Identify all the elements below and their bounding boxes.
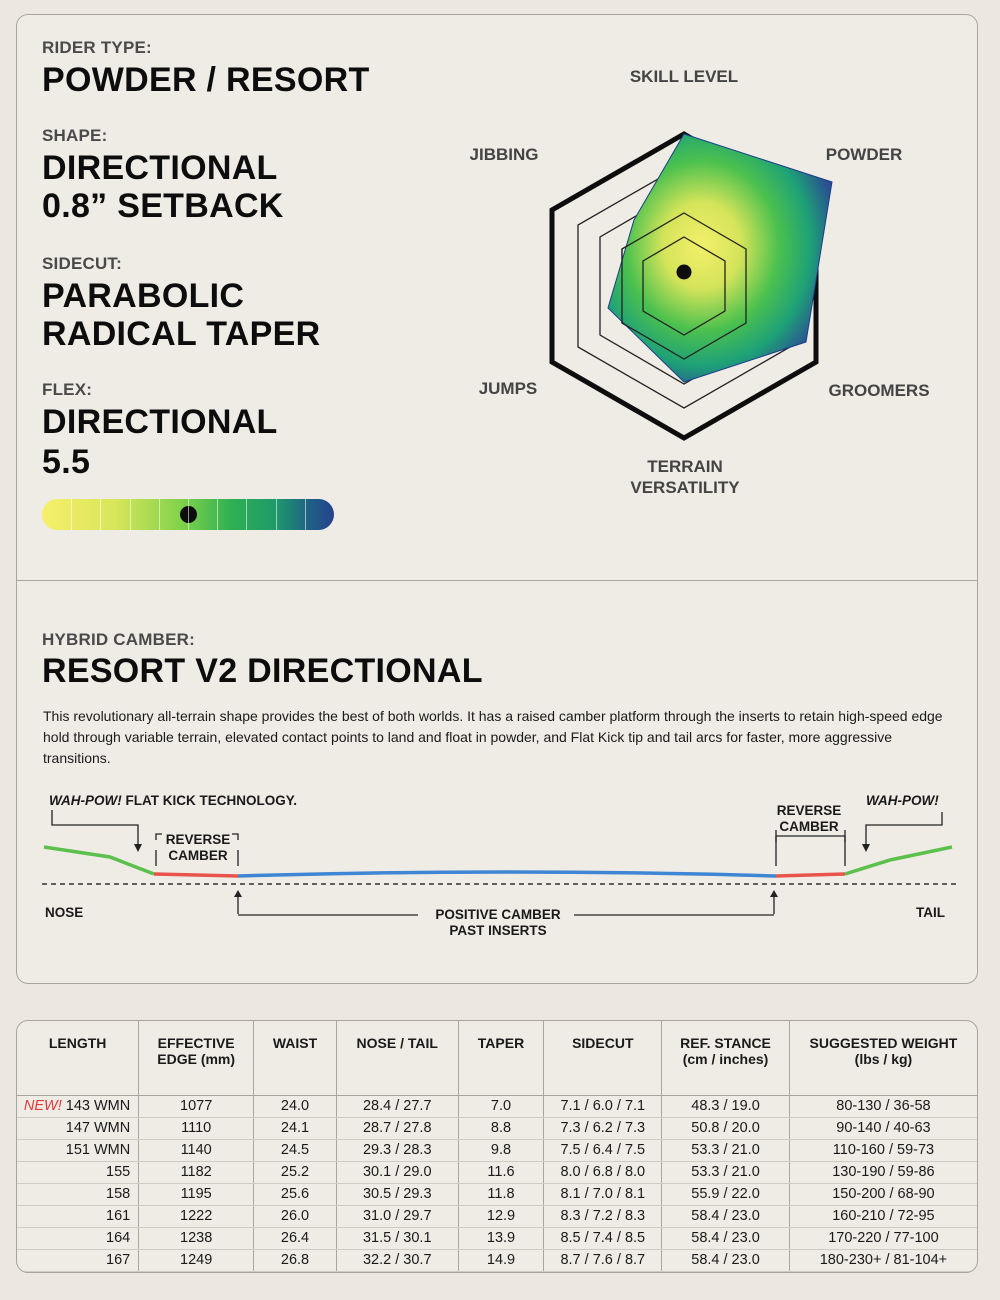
cell-length	[17, 1249, 139, 1271]
positive-camber-line1: POSITIVE CAMBER	[435, 907, 561, 922]
cell-sidecut: 7.1 / 6.0 / 7.1	[544, 1095, 662, 1117]
length-value: 161	[106, 1208, 131, 1224]
cell-edge: 1249	[139, 1249, 254, 1271]
radar-axis-powder: POWDER	[825, 145, 903, 164]
table-header-cell	[458, 1021, 544, 1095]
cell-stance: 58.4 / 23.0	[662, 1227, 790, 1249]
cell-stance: 58.4 / 23.0	[662, 1249, 790, 1271]
reverse-camber-left-line1: REVERSE	[165, 832, 231, 847]
new-badge: NEW!	[23, 1098, 62, 1114]
nose-kick-segment	[44, 847, 154, 874]
shape-value-line1: DIRECTIONAL	[42, 149, 278, 187]
sidecut-label: SIDECUT:	[42, 254, 122, 273]
table-row	[17, 1095, 977, 1117]
cell-nose-tail: 30.1 / 29.0	[336, 1161, 458, 1183]
flat-kick-callout	[49, 793, 297, 809]
camber-description: This revolutionary all-terrain shape provides the best of both worlds. It has a raised camber platform through the inserts to retain high-speed edge hold through variable terrain, elevated contact points to land and float in powder, and Flat Kick tip and tail arcs for faster, more aggressive transitions.	[43, 708, 943, 766]
header-line1: SUGGESTED WEIGHT	[809, 1035, 958, 1051]
cell-stance: 53.3 / 21.0	[662, 1161, 790, 1183]
cell-sidecut: 8.1 / 7.0 / 8.1	[544, 1183, 662, 1205]
table-header-cell	[544, 1021, 662, 1095]
cell-sidecut: 8.3 / 7.2 / 8.3	[544, 1205, 662, 1227]
cell-edge: 1182	[139, 1161, 254, 1183]
reverse-camber-right-line2: CAMBER	[779, 819, 839, 834]
cell-nose-tail: 30.5 / 29.3	[336, 1183, 458, 1205]
cell-waist: 26.4	[254, 1227, 337, 1249]
cell-length	[17, 1205, 139, 1227]
flex-label: FLEX:	[42, 380, 93, 399]
cell-nose-tail: 29.3 / 28.3	[336, 1139, 458, 1161]
header-line1: REF. STANCE	[680, 1035, 771, 1051]
cell-stance: 58.4 / 23.0	[662, 1205, 790, 1227]
cell-length	[17, 1117, 139, 1139]
tail-kick-segment	[845, 847, 952, 874]
cell-taper: 11.6	[458, 1161, 544, 1183]
cell-taper: 14.9	[458, 1249, 544, 1271]
cell-length	[17, 1161, 139, 1183]
cell-edge: 1077	[139, 1095, 254, 1117]
cell-weight: 130-190 / 59-86	[789, 1161, 977, 1183]
nose-label: NOSE	[45, 905, 84, 920]
cell-weight: 170-220 / 77-100	[789, 1227, 977, 1249]
flex-scale-bar	[42, 499, 334, 530]
cell-length	[17, 1095, 139, 1117]
table-header-row	[17, 1021, 977, 1095]
camber-label: HYBRID CAMBER:	[42, 630, 195, 649]
cell-weight: 180-230+ / 81-104+	[789, 1249, 977, 1271]
table-row	[17, 1139, 977, 1161]
rider-type-label: RIDER TYPE:	[42, 38, 152, 57]
cell-sidecut: 7.3 / 6.2 / 7.3	[544, 1117, 662, 1139]
size-spec-table-container	[16, 1020, 978, 1273]
flex-scale-tick	[276, 499, 277, 530]
table-header-cell	[139, 1021, 254, 1095]
flex-scale-tick	[217, 499, 218, 530]
cell-waist: 25.6	[254, 1183, 337, 1205]
length-value: 155	[106, 1164, 131, 1180]
header-line1: EFFECTIVE	[157, 1035, 235, 1051]
table-row	[17, 1161, 977, 1183]
radar-axis-jibbing: JIBBING	[469, 145, 539, 164]
header-line2: (lbs / kg)	[854, 1051, 913, 1067]
length-value: 147 WMN	[65, 1120, 131, 1136]
wahpow-right-text: WAH-POW!	[866, 793, 939, 808]
cell-waist: 24.5	[254, 1139, 337, 1161]
cell-taper: 11.8	[458, 1183, 544, 1205]
cell-edge: 1238	[139, 1227, 254, 1249]
cell-taper: 12.9	[458, 1205, 544, 1227]
cell-waist: 26.8	[254, 1249, 337, 1271]
radar-axis-skill-level: SKILL LEVEL	[629, 67, 739, 86]
cell-weight: 150-200 / 68-90	[789, 1183, 977, 1205]
radar-center-dot	[677, 265, 692, 280]
table-header-cell	[662, 1021, 790, 1095]
table-header-cell	[254, 1021, 337, 1095]
cell-taper: 13.9	[458, 1227, 544, 1249]
table-body	[17, 1095, 977, 1271]
cell-nose-tail: 31.0 / 29.7	[336, 1205, 458, 1227]
riding-radar-chart	[520, 120, 850, 450]
cell-weight: 80-130 / 36-58	[789, 1095, 977, 1117]
cell-stance: 48.3 / 19.0	[662, 1095, 790, 1117]
cell-taper: 7.0	[458, 1095, 544, 1117]
section-divider	[16, 580, 978, 581]
wahpow-left-bracket	[52, 810, 138, 848]
cell-length	[17, 1227, 139, 1249]
cell-sidecut: 8.5 / 7.4 / 8.5	[544, 1227, 662, 1249]
shape-value-line2: 0.8” SETBACK	[42, 187, 284, 225]
positive-camber-line2: PAST INSERTS	[449, 923, 547, 938]
header-line1: WAIST	[272, 1035, 318, 1051]
cell-edge: 1140	[139, 1139, 254, 1161]
header-line1: TAPER	[477, 1035, 525, 1051]
cell-edge: 1110	[139, 1117, 254, 1139]
wahpow-right-bracket	[866, 812, 942, 848]
cell-stance: 50.8 / 20.0	[662, 1117, 790, 1139]
cell-waist: 26.0	[254, 1205, 337, 1227]
cell-nose-tail: 31.5 / 30.1	[336, 1227, 458, 1249]
cell-edge: 1222	[139, 1205, 254, 1227]
cell-waist: 24.1	[254, 1117, 337, 1139]
table-row	[17, 1205, 977, 1227]
cell-sidecut: 7.5 / 6.4 / 7.5	[544, 1139, 662, 1161]
table-row	[17, 1183, 977, 1205]
cell-nose-tail: 28.7 / 27.8	[336, 1117, 458, 1139]
rider-type-value: POWDER / RESORT	[42, 61, 370, 99]
cell-stance: 55.9 / 22.0	[662, 1183, 790, 1205]
length-value: 143 WMN	[65, 1098, 131, 1114]
cell-weight: 90-140 / 40-63	[789, 1117, 977, 1139]
radar-axis-terrain-line1: TERRAIN	[647, 457, 723, 476]
reverse-camber-right-line1: REVERSE	[776, 803, 842, 818]
cell-waist: 24.0	[254, 1095, 337, 1117]
flat-kick-label: FLAT KICK TECHNOLOGY.	[121, 793, 297, 808]
flex-value-line1: DIRECTIONAL	[42, 403, 278, 441]
shape-label: SHAPE:	[42, 126, 108, 145]
header-line2: (cm / inches)	[682, 1051, 769, 1067]
cell-nose-tail: 32.2 / 30.7	[336, 1249, 458, 1271]
header-line1: NOSE / TAIL	[356, 1035, 438, 1051]
cell-weight: 110-160 / 59-73	[789, 1139, 977, 1161]
flex-scale-tick	[130, 499, 131, 530]
header-line2: EDGE (mm)	[157, 1051, 236, 1067]
flex-scale-tick	[71, 499, 72, 530]
radar-axis-terrain-line2: VERSATILITY	[630, 478, 740, 497]
cell-stance: 53.3 / 21.0	[662, 1139, 790, 1161]
radar-axis-groomers: GROOMERS	[828, 381, 930, 400]
cell-edge: 1195	[139, 1183, 254, 1205]
flex-scale-tick	[246, 499, 247, 530]
cell-nose-tail: 28.4 / 27.7	[336, 1095, 458, 1117]
table-header-cell	[17, 1021, 139, 1095]
sidecut-value-line1: PARABOLIC	[42, 277, 245, 315]
reverse-camber-left-line2: CAMBER	[168, 848, 228, 863]
sidecut-value-line2: RADICAL TAPER	[42, 315, 321, 353]
table-row	[17, 1249, 977, 1271]
table-header-cell	[789, 1021, 977, 1095]
flex-scale-tick	[159, 499, 160, 530]
wahpow-left-label: WAH-POW!	[49, 793, 122, 808]
tail-label: TAIL	[916, 905, 945, 920]
cell-sidecut: 8.7 / 7.6 / 8.7	[544, 1249, 662, 1271]
positive-camber-segment	[238, 872, 776, 876]
length-value: 167	[106, 1252, 131, 1268]
cell-waist: 25.2	[254, 1161, 337, 1183]
flex-scale-tick	[188, 499, 189, 530]
cell-taper: 8.8	[458, 1117, 544, 1139]
radar-axis-jumps: JUMPS	[478, 379, 538, 398]
length-value: 158	[106, 1186, 131, 1202]
cell-length	[17, 1183, 139, 1205]
camber-title: RESORT V2 DIRECTIONAL	[42, 652, 483, 690]
tail-reverse-segment	[776, 874, 845, 876]
header-line1: SIDECUT	[572, 1035, 634, 1051]
size-spec-table	[17, 1021, 977, 1272]
table-row	[17, 1117, 977, 1139]
flex-scale-tick	[100, 499, 101, 530]
table-header-cell	[336, 1021, 458, 1095]
cell-weight: 160-210 / 72-95	[789, 1205, 977, 1227]
wahpow-right-label	[866, 793, 939, 809]
length-value: 151 WMN	[65, 1142, 131, 1158]
length-value: 164	[106, 1230, 131, 1246]
cell-sidecut: 8.0 / 6.8 / 8.0	[544, 1161, 662, 1183]
table-row	[17, 1227, 977, 1249]
flex-value-line2: 5.5	[42, 443, 91, 481]
flex-scale-tick	[305, 499, 306, 530]
cell-taper: 9.8	[458, 1139, 544, 1161]
reverse-right-bracket-drop	[776, 836, 845, 866]
cell-length	[17, 1139, 139, 1161]
header-line1: LENGTH	[48, 1035, 107, 1051]
nose-reverse-segment	[154, 874, 238, 876]
